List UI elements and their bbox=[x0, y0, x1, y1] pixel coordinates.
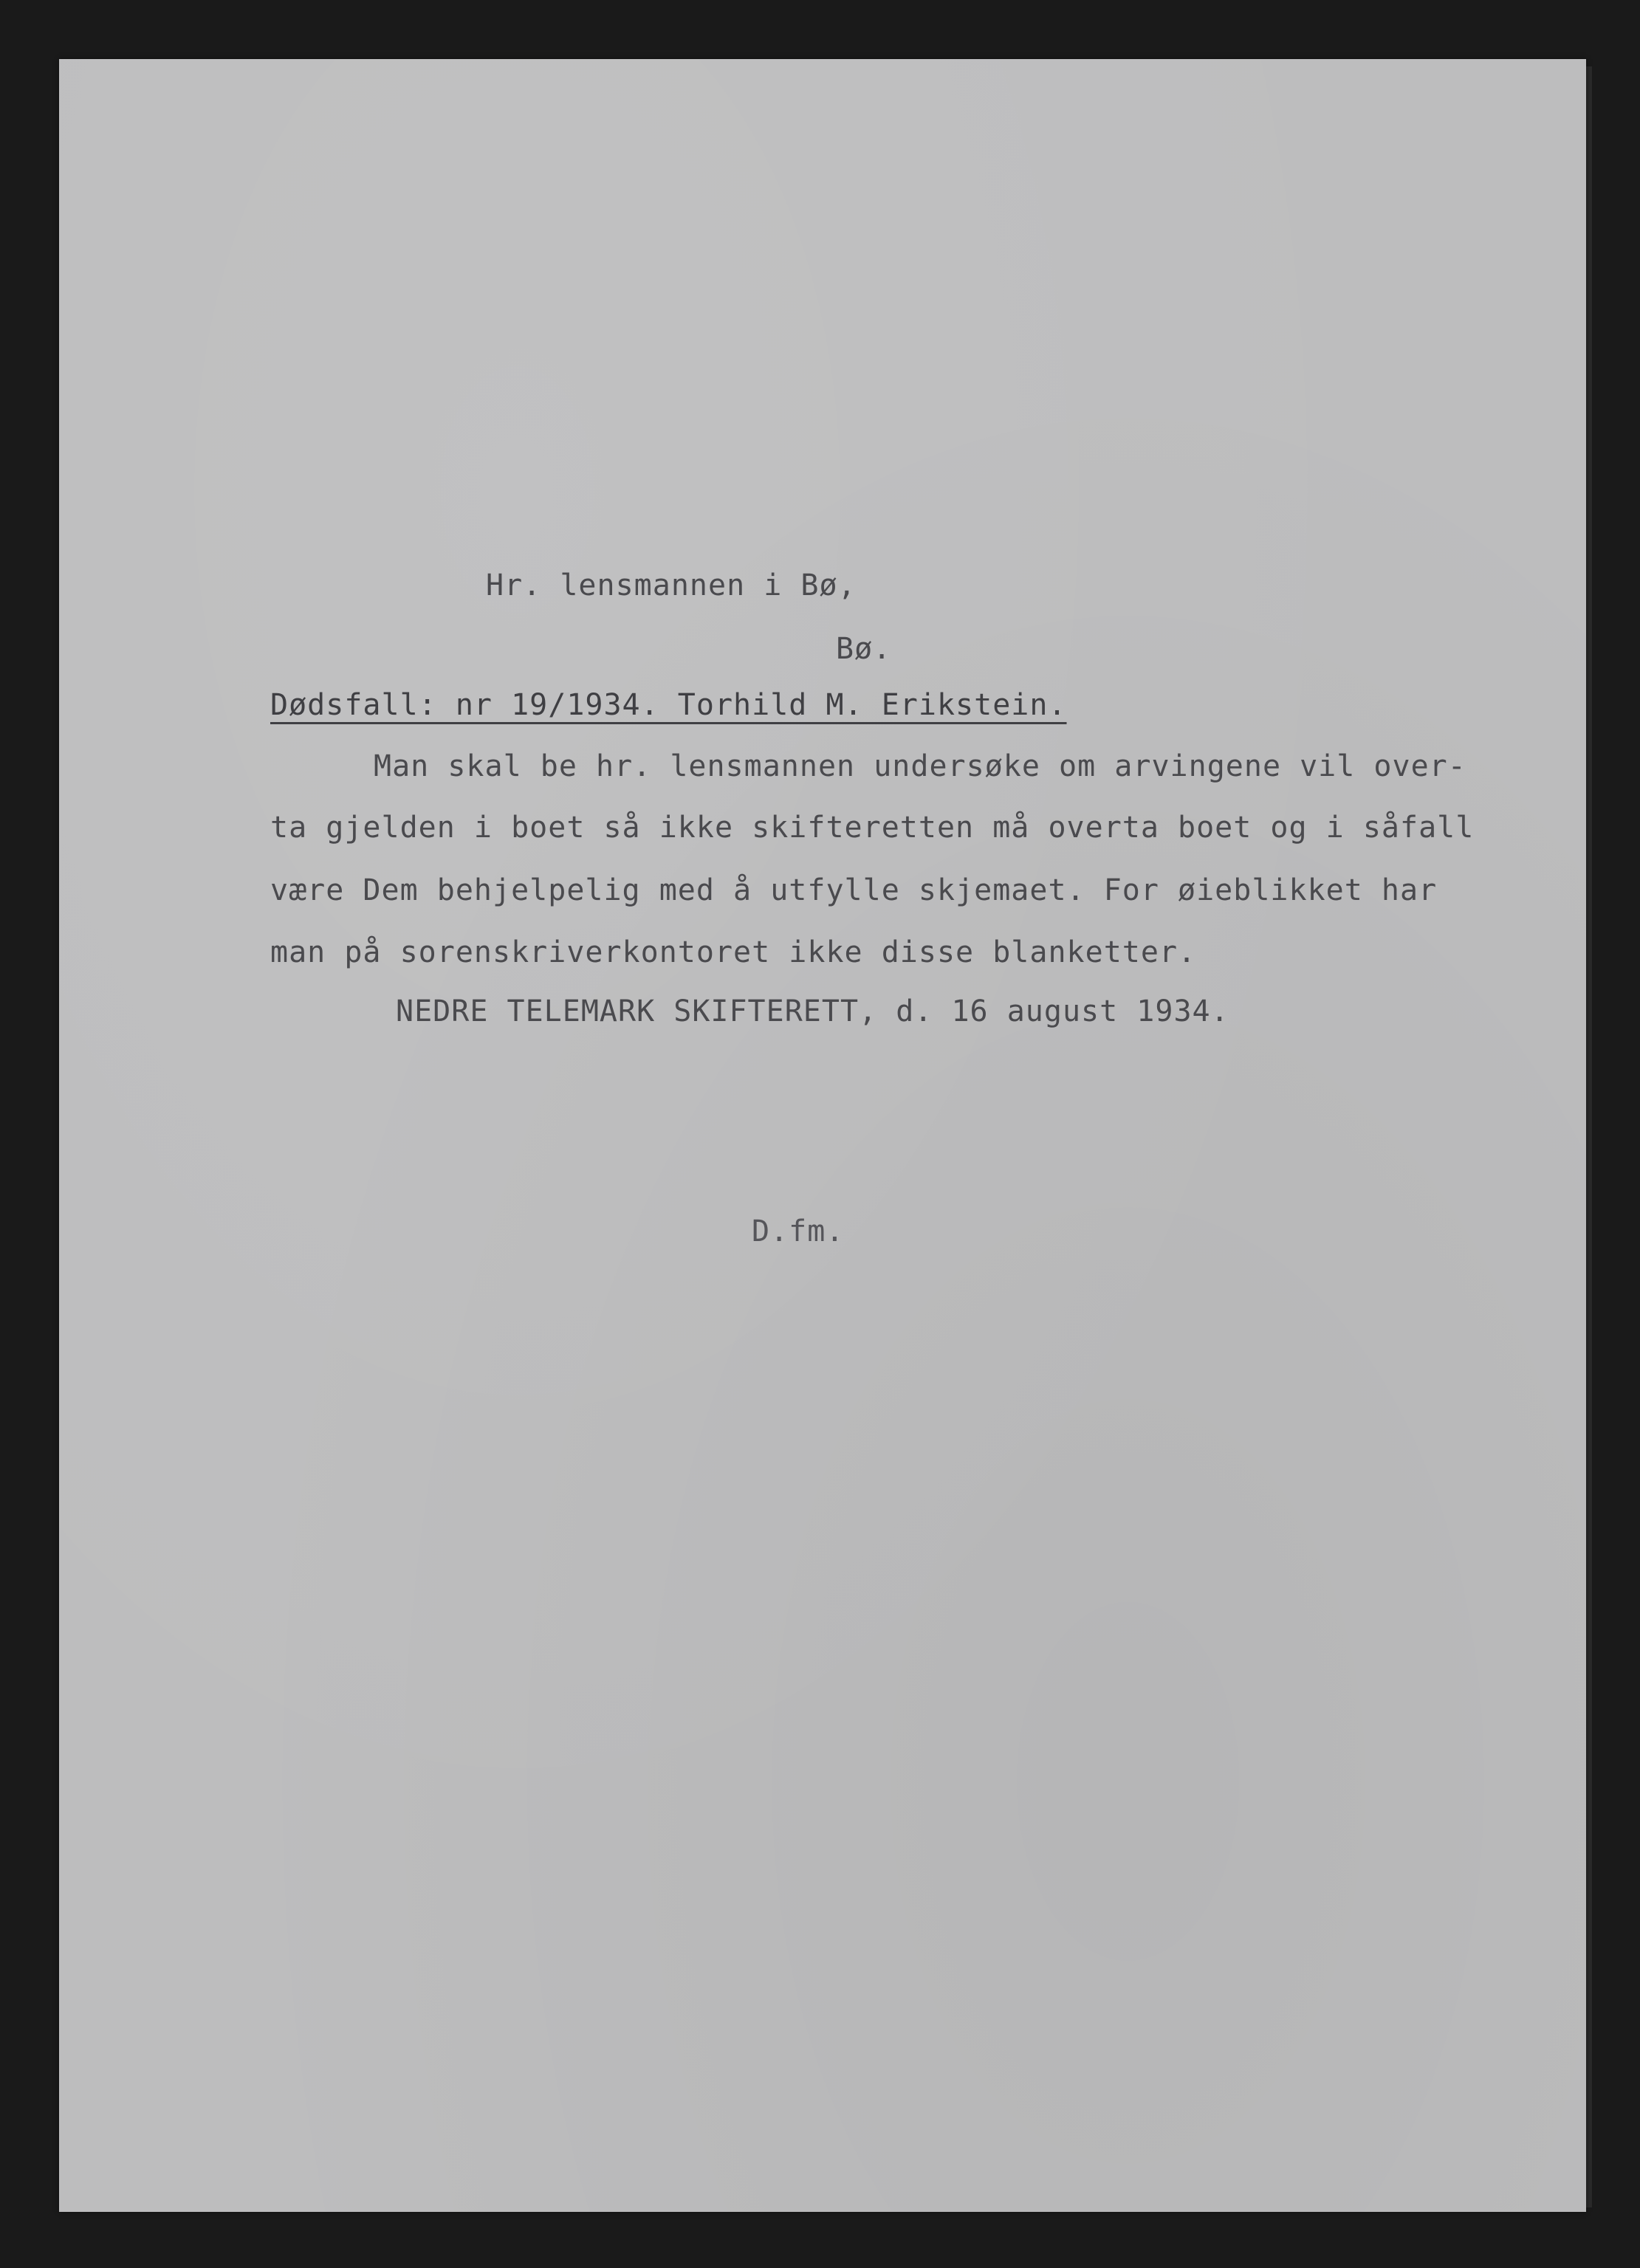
body-line-3: være Dem behjelpelig med å utfylle skjemaet. For øieblikket har bbox=[270, 873, 1438, 907]
body-line-4: man på sorenskriverkontoret ikke disse blanketter. bbox=[270, 935, 1197, 969]
initials: D.fm. bbox=[752, 1214, 845, 1248]
dateline: NEDRE TELEMARK SKIFTERETT, d. 16 august 1934. bbox=[396, 994, 1229, 1028]
addressee-line-2: Bø. bbox=[836, 632, 892, 666]
body-line-1: Man skal be hr. lensmannen undersøke om arvingene vil over- bbox=[374, 749, 1466, 783]
subject-heading: Dødsfall: nr 19/1934. Torhild M. Erikstein. bbox=[270, 688, 1067, 722]
document-page bbox=[59, 59, 1586, 2212]
folder-edge bbox=[1586, 66, 1592, 2207]
addressee-line-1: Hr. lensmannen i Bø, bbox=[486, 568, 857, 602]
body-line-2: ta gjelden i boet så ikke skifteretten må overta boet og i såfall bbox=[270, 811, 1475, 845]
